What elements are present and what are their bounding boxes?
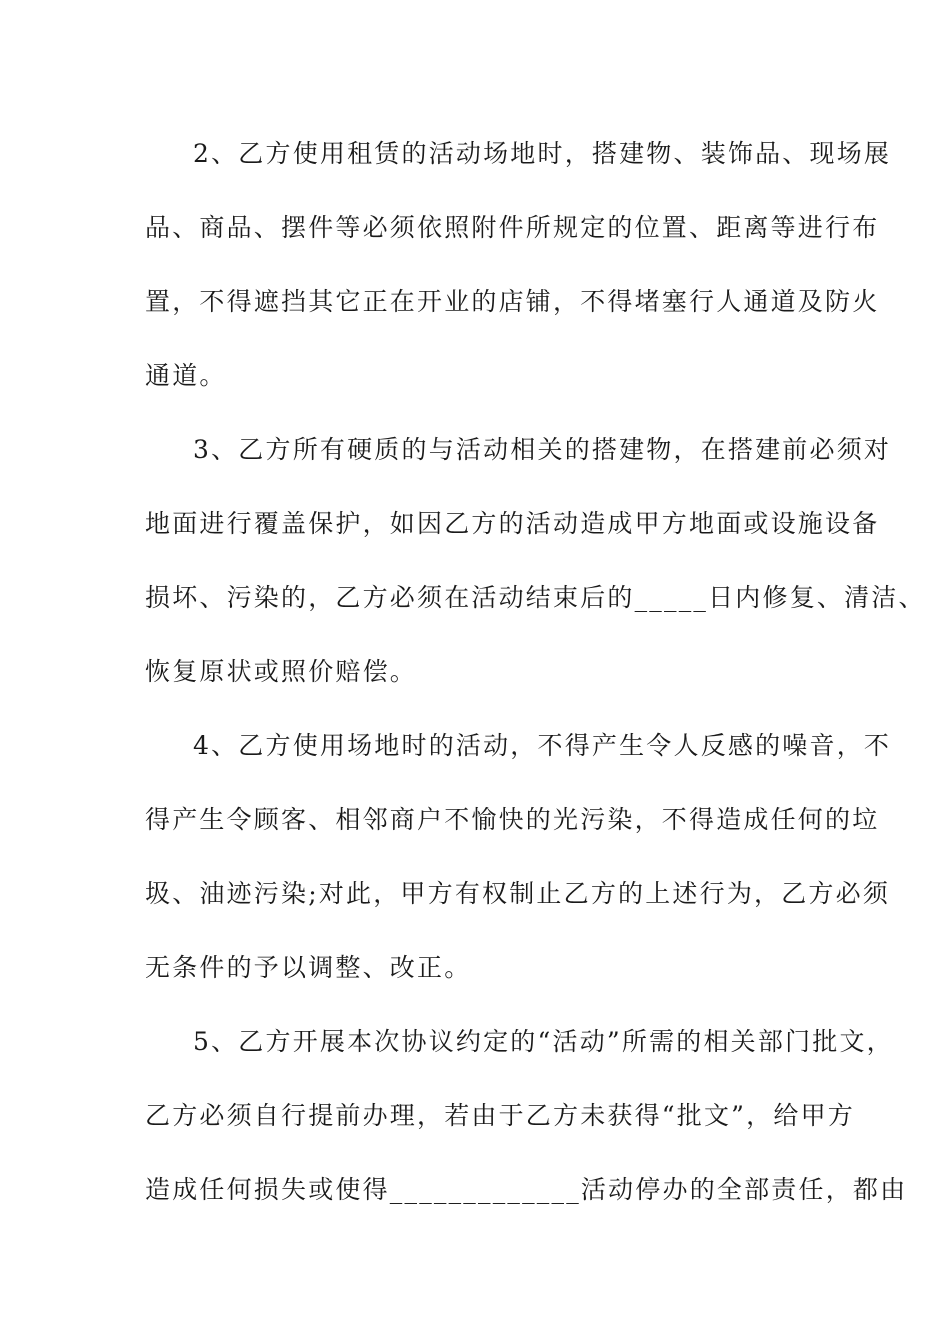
clause-2-line-2: 品、商品、摆件等必须依照附件所规定的位置、距离等进行布 (145, 213, 880, 242)
clause-4-line-1: 4、乙方使用场地时的活动，不得产生令人反感的噪音，不 (193, 731, 892, 760)
clause-4-line-4: 无条件的予以调整、改正。 (145, 953, 472, 982)
clause-2-line-4: 通道。 (145, 361, 227, 390)
clause-2-line-3: 置，不得遮挡其它正在开业的店铺，不得堵塞行人通道及防火 (145, 287, 880, 316)
clause-4-line-2: 得产生令顾客、相邻商户不愉快的光污染，不得造成任何的垃 (145, 805, 880, 834)
clause-2-line-1: 2、乙方使用租赁的活动场地时，搭建物、装饰品、现场展 (193, 139, 892, 168)
clause-5-line-3: 造成任何损失或使得_____________活动停办的全部责任，都由 (145, 1175, 908, 1204)
clause-3-line-1: 3、乙方所有硬质的与活动相关的搭建物，在搭建前必须对 (193, 435, 892, 464)
clause-4-line-3: 圾、油迹污染;对此，甲方有权制止乙方的上述行为，乙方必须 (145, 879, 891, 908)
clause-5-line-1: 5、乙方开展本次协议约定的“活动”所需的相关部门批文， (193, 1027, 894, 1056)
clause-3-line-3: 损坏、污染的，乙方必须在活动结束后的_____日内修复、清洁、 (145, 583, 926, 612)
clause-5-line-2: 乙方必须自行提前办理，若由于乙方未获得“批文”，给甲方 (145, 1101, 855, 1130)
clause-3-line-4: 恢复原状或照价赔偿。 (145, 657, 418, 686)
clause-3-line-2: 地面进行覆盖保护，如因乙方的活动造成甲方地面或设施设备 (145, 509, 880, 538)
